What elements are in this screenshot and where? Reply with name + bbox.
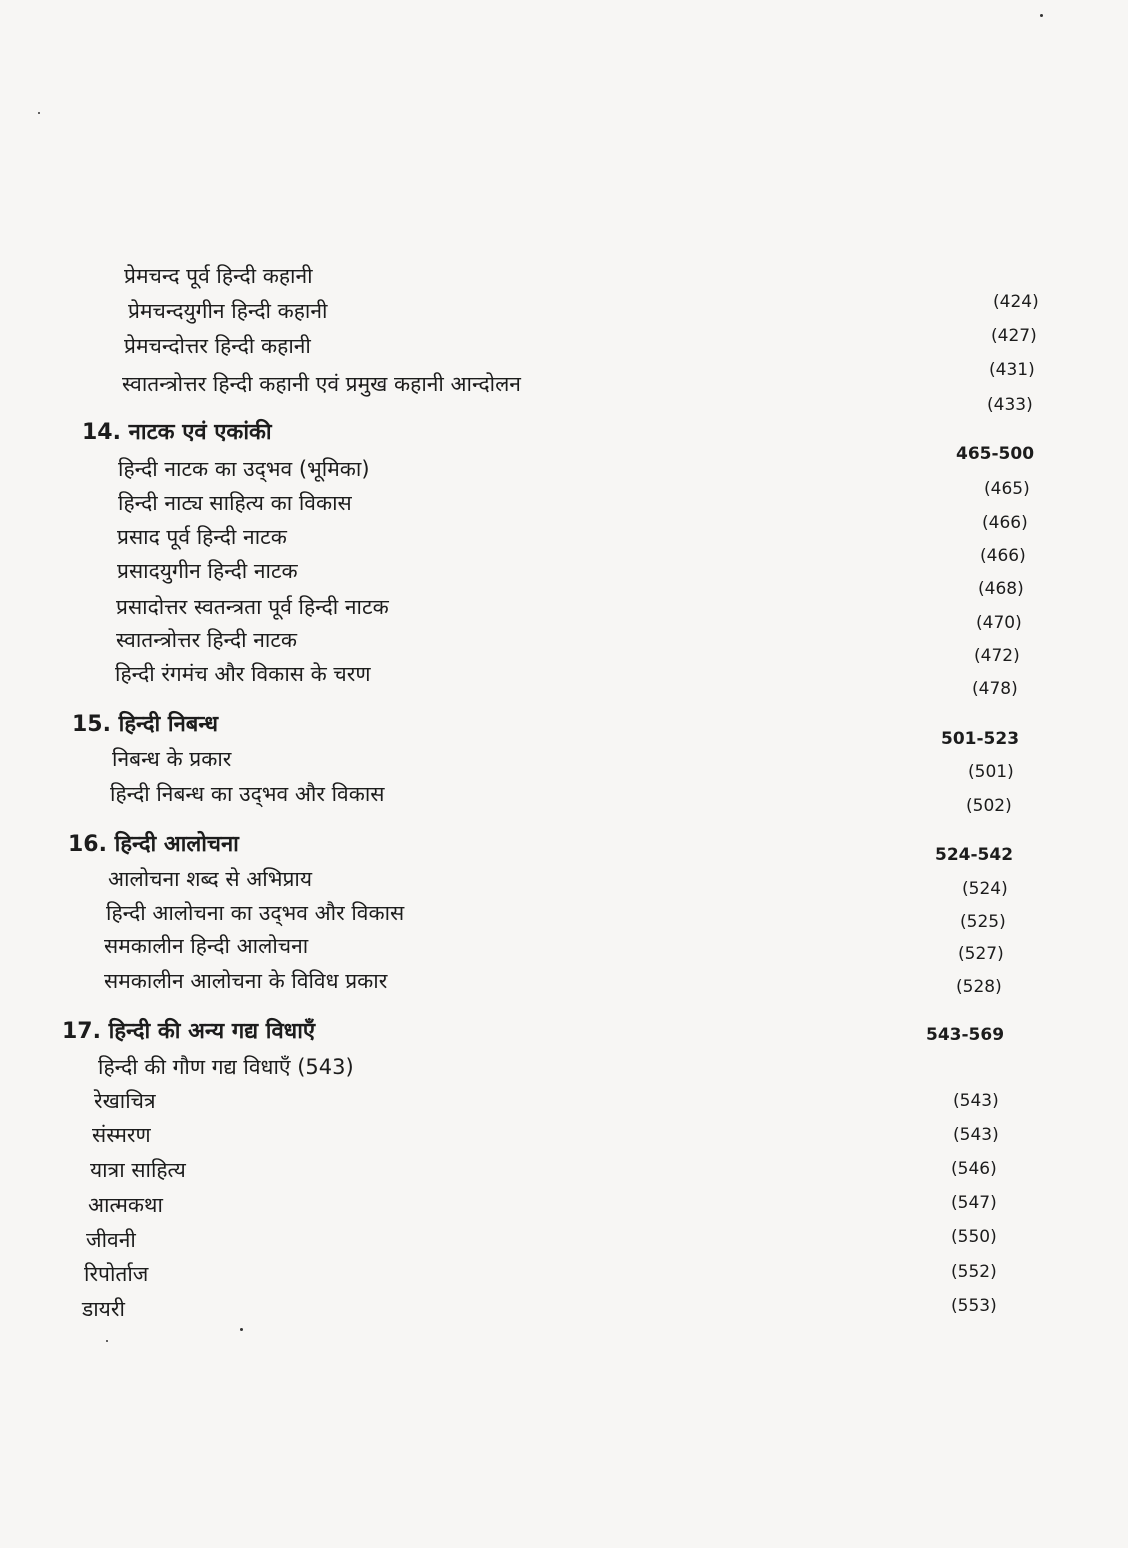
toc-item: प्रसादयुगीन हिन्दी नाटक bbox=[117, 559, 298, 583]
chapter-title: हिन्दी आलोचना bbox=[114, 832, 239, 857]
page-number: (546) bbox=[951, 1159, 997, 1179]
page-number: (470) bbox=[976, 613, 1022, 633]
scan-speck bbox=[1040, 14, 1043, 17]
page-number: (502) bbox=[966, 796, 1012, 816]
toc-item: डायरी bbox=[82, 1297, 125, 1321]
toc-item: हिन्दी नाट्य साहित्य का विकास bbox=[118, 491, 352, 515]
page-number: (525) bbox=[960, 912, 1006, 932]
toc-item: रिपोर्ताज bbox=[84, 1262, 149, 1286]
page-number: (524) bbox=[962, 879, 1008, 899]
page-number: (468) bbox=[978, 579, 1024, 599]
page-number: (553) bbox=[951, 1296, 997, 1316]
scan-speck bbox=[240, 1328, 243, 1331]
chapter-number: 16. bbox=[68, 832, 107, 857]
page-number: (527) bbox=[958, 944, 1004, 964]
toc-item: हिन्दी निबन्ध का उद्‌भव और विकास bbox=[110, 782, 385, 806]
page-number: (550) bbox=[951, 1227, 997, 1247]
chapter-title: हिन्दी निबन्ध bbox=[118, 712, 218, 737]
page-number: (543) bbox=[953, 1125, 999, 1145]
toc-item: प्रसाद पूर्व हिन्दी नाटक bbox=[117, 525, 287, 549]
toc-item: हिन्दी नाटक का उद्‌भव (भूमिका) bbox=[118, 457, 370, 481]
chapter-page-range: 543-569 bbox=[926, 1025, 1005, 1045]
toc-item: प्रेमचन्दोत्तर हिन्दी कहानी bbox=[124, 334, 311, 358]
chapter-number: 14. bbox=[82, 420, 121, 445]
toc-item: प्रेमचन्दयुगीन हिन्दी कहानी bbox=[128, 299, 328, 323]
chapter-title: हिन्दी की अन्य गद्य विधाएँ bbox=[108, 1019, 316, 1044]
page-number: (465) bbox=[984, 479, 1030, 499]
toc-item: हिन्दी आलोचना का उद्‌भव और विकास bbox=[106, 901, 405, 925]
page-number: (543) bbox=[953, 1091, 999, 1111]
chapter-page-range: 524-542 bbox=[935, 845, 1014, 865]
toc-item: निबन्ध के प्रकार bbox=[112, 747, 232, 771]
page-number: (466) bbox=[982, 513, 1028, 533]
toc-item: समकालीन आलोचना के विविध प्रकार bbox=[104, 969, 388, 993]
page-number: (427) bbox=[991, 326, 1037, 346]
toc-item: समकालीन हिन्दी आलोचना bbox=[104, 934, 309, 958]
chapter-heading-15 bbox=[72, 708, 218, 738]
chapter-heading-16 bbox=[68, 828, 239, 858]
toc-item: संस्मरण bbox=[92, 1123, 151, 1147]
chapter-page-range: 501-523 bbox=[941, 729, 1020, 749]
chapter-title: नाटक एवं एकांकी bbox=[128, 420, 272, 445]
page-number: (466) bbox=[980, 546, 1026, 566]
page-number: (528) bbox=[956, 977, 1002, 997]
chapter-number: 15. bbox=[72, 712, 111, 737]
toc-item: प्रसादोत्तर स्वतन्त्रता पूर्व हिन्दी नाटक bbox=[116, 595, 389, 619]
page-number: (472) bbox=[974, 646, 1020, 666]
chapter-number: 17. bbox=[62, 1019, 101, 1044]
page-number: (547) bbox=[951, 1193, 997, 1213]
toc-item: स्वातन्त्रोत्तर हिन्दी नाटक bbox=[116, 628, 298, 652]
chapter-page-range: 465-500 bbox=[956, 444, 1035, 464]
page-number: (431) bbox=[989, 360, 1035, 380]
page-number: (501) bbox=[968, 762, 1014, 782]
toc-item: यात्रा साहित्य bbox=[90, 1158, 186, 1182]
toc-item: स्वातन्त्रोत्तर हिन्दी कहानी एवं प्रमुख कहानी आन्दोलन bbox=[122, 372, 521, 396]
toc-item: हिन्दी की गौण गद्य विधाएँ (543) bbox=[98, 1055, 354, 1079]
toc-item: हिन्दी रंगमंच और विकास के चरण bbox=[115, 662, 371, 686]
page-number: (424) bbox=[993, 292, 1039, 312]
chapter-heading-17 bbox=[62, 1015, 315, 1045]
toc-item: प्रेमचन्द पूर्व हिन्दी कहानी bbox=[124, 264, 313, 288]
page-number: (478) bbox=[972, 679, 1018, 699]
toc-item: आलोचना शब्द से अभिप्राय bbox=[108, 867, 313, 891]
toc-item: आत्मकथा bbox=[88, 1193, 163, 1217]
scan-speck bbox=[38, 112, 40, 114]
page-number: (433) bbox=[987, 395, 1033, 415]
toc-item: जीवनी bbox=[86, 1228, 136, 1252]
scan-speck bbox=[106, 1340, 108, 1342]
page-number: (552) bbox=[951, 1262, 997, 1282]
toc-item: रेखाचित्र bbox=[94, 1089, 156, 1113]
chapter-heading-14 bbox=[82, 416, 272, 446]
